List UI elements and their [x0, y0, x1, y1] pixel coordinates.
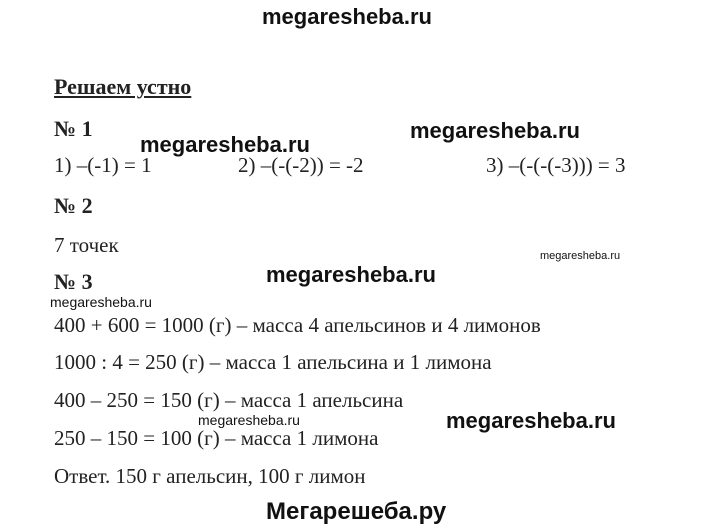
watermark: megaresheba.ru — [410, 118, 580, 143]
watermark: megaresheba.ru — [540, 250, 621, 262]
task3-line: 400 – 250 = 150 (г) – масса 1 апельсина — [54, 388, 404, 412]
task1-item: 2) –(-(-2)) = -2 — [238, 153, 364, 177]
task3-line: 1000 : 4 = 250 (г) – масса 1 апельсина и 1 лимона — [54, 350, 492, 374]
watermark: megaresheba.ru — [140, 132, 310, 157]
task1-label: № 1 — [54, 116, 93, 141]
task3-answer: Ответ. 150 г апельсин, 100 г лимон — [54, 464, 366, 488]
watermark: megaresheba.ru — [446, 408, 616, 433]
task3-line: 250 – 150 = 100 (г) – масса 1 лимона — [54, 426, 379, 450]
section-title: Решаем устно — [54, 74, 192, 99]
task2-label: № 2 — [54, 193, 93, 218]
task3-label: № 3 — [54, 269, 93, 294]
watermark: megaresheba.ru — [50, 294, 152, 310]
watermark: megaresheba.ru — [198, 412, 300, 428]
task2-answer: 7 точек — [54, 233, 119, 257]
task1-item: 1) –(-1) = 1 — [54, 153, 152, 177]
footer-site-name: Мегарешеба.ру — [266, 498, 447, 525]
task1-item: 3) –(-(-(-3))) = 3 — [486, 153, 626, 177]
task3-line: 400 + 600 = 1000 (г) – масса 4 апельсинов и 4 лимонов — [54, 313, 541, 337]
watermark: megaresheba.ru — [266, 262, 436, 287]
header-site-name: megaresheba.ru — [262, 4, 432, 29]
